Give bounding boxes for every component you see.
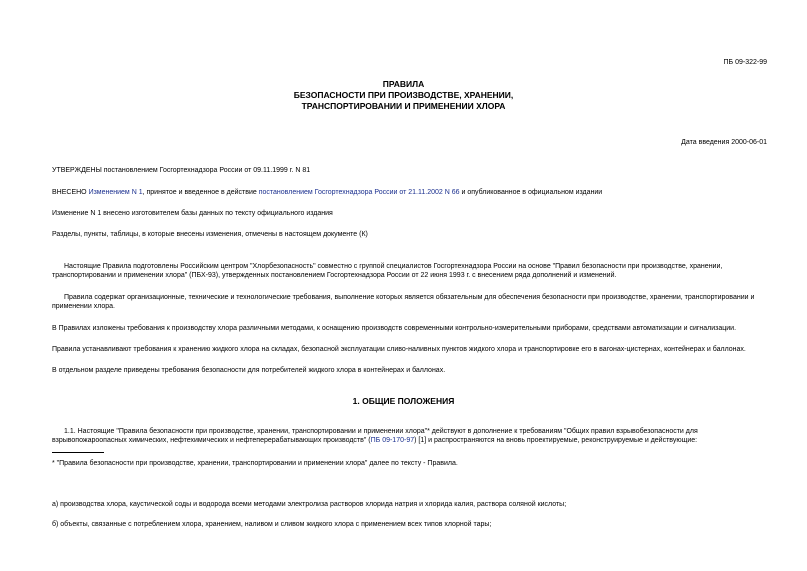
clause-1-1-prefix: взрывопожароопасных химических, нефтехимических и нефтеперерабатывающих производств" ( <box>52 437 371 445</box>
title-line-2: БЕЗОПАСНОСТИ ПРИ ПРОИЗВОДСТВЕ, ХРАНЕНИИ, <box>293 90 514 100</box>
clause-1-1-line-1: 1.1. Настоящие "Правила безопасности при производстве, хранении, транспортировании и применении хлора"* действуют в дополнение к требованиям "Общих правил взрывобезопасности для <box>64 428 698 435</box>
title-line-1: ПРАВИЛА <box>382 79 425 89</box>
paragraph-2-line-1: Правила содержат организационные, технические и технологические требования, выполнение которых является обязательным для обеспечения безопасности при производстве, хранении, транспортировании и <box>64 294 755 301</box>
paragraph-4: Правила устанавливают требования к хранению жидкого хлора на складах, безопасной эксплуатации сливо-наливных пунктов жидкого хлора и транспортировке его в вагонах-цистернах, контейнерах и баллонах. <box>52 346 746 353</box>
footnote: * "Правила безопасности при производстве, хранении, транспортировании и применении хлора" далее по тексту - Правила. <box>52 460 458 467</box>
pb-09-170-97-link[interactable]: ПБ 09-170-97 <box>370 437 415 445</box>
paragraph-5: В отдельном разделе приведены требования безопасности для потребителей жидкого хлора в контейнерах и баллонах. <box>52 367 446 374</box>
approved-note: УТВЕРЖДЕНЫ постановлением Госгортехнадзора России от 09.11.1999 г. N 81 <box>52 167 311 174</box>
paragraph-2 <box>52 293 767 312</box>
document-title <box>0 79 807 112</box>
footnote-divider <box>52 452 104 453</box>
amendment-link[interactable]: Изменением N 1 <box>88 189 143 196</box>
sections-note: Разделы, пункты, таблицы, в которые внесены изменения, отмечены в настоящем документе (К) <box>52 231 368 238</box>
paragraph-2-line-2: применении хлора. <box>52 303 115 311</box>
amendment-suffix: и опубликованное в официальном издании <box>459 189 603 196</box>
amendment-middle: , принятое и введенное в действие <box>142 189 259 196</box>
paragraph-3: В Правилах изложены требования к производству хлора различными методами, к оснащению производств современными контрольно-измерительными приборами, средствами автоматизации и сигнализации. <box>52 325 737 332</box>
title-line-3: ТРАНСПОРТИРОВАНИИ И ПРИМЕНЕНИИ ХЛОРА <box>301 101 506 111</box>
clause-1-1 <box>52 427 767 446</box>
paragraph-1-line-1: Настоящие Правила подготовлены Российским центром "Хлорбезопасность" совместно с группой специалистов Госгортехнадзора России на основе "Правил безопасности при производстве, хранении, <box>64 263 723 270</box>
paragraph-1 <box>52 262 767 281</box>
list-item-b: б) объекты, связанные с потреблением хлора, хранением, наливом и сливом жидкого хлора с применением всех типов хлорной тары; <box>52 521 492 528</box>
paragraph-1-line-2: транспортировании и применении хлора" (ПБХ-93), утвержденных постановлением Госгортехнадзора России от 22 июня 1993 г. с внесением ряда дополнений и изменений. <box>52 272 617 280</box>
change-note: Изменение N 1 внесено изготовителем базы данных по тексту официального издания <box>52 210 333 217</box>
amendment-prefix: ВНЕСЕНО <box>52 189 89 196</box>
resolution-link[interactable]: постановлением Госгортехнадзора России от 21.11.2002 N 66 <box>258 189 460 196</box>
section-1-heading: 1. ОБЩИЕ ПОЛОЖЕНИЯ <box>352 396 455 406</box>
document-number: ПБ 09-322-99 <box>723 59 767 66</box>
list-item-a: а) производства хлора, каустической соды и водорода всеми методами электролиза растворов хлорида натрия и хлорида калия, раствора соляной кислоты; <box>52 501 567 508</box>
clause-1-1-suffix: ) [1] и распространяются на вновь проектируемые, реконструируемые и действующие: <box>414 437 698 445</box>
amendment-note <box>52 188 602 197</box>
clause-1-1-line-2 <box>52 436 767 445</box>
introduction-date: Дата введения 2000-06-01 <box>681 139 767 146</box>
